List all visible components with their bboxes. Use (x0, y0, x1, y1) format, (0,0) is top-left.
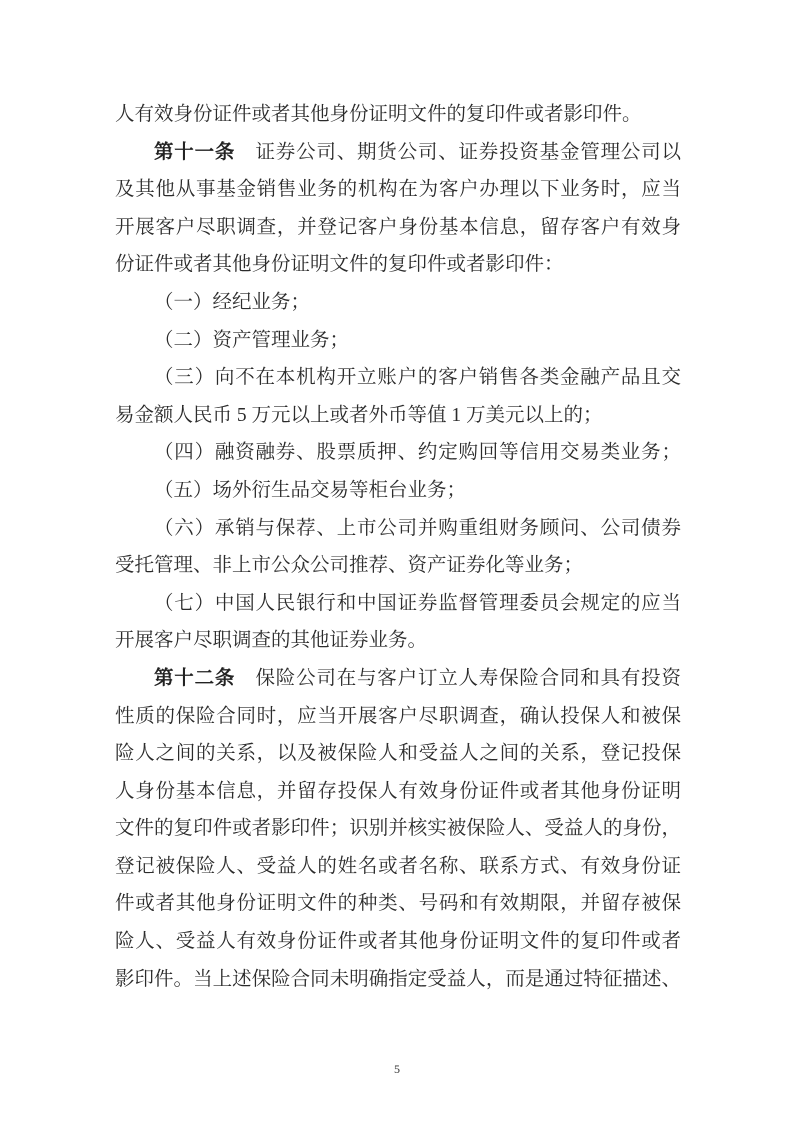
text-line: 文件的复印件或者影印件；识别并核实被保险人、受益人的身份， (115, 818, 681, 840)
text-line: 影印件。当上述保险合同未明确指定受益人，而是通过特征描述、 (115, 968, 681, 990)
document-body (115, 96, 681, 998)
text-line: 易金额人民币 5 万元以上或者外币等值 1 万美元以上的； (115, 404, 603, 426)
text-line: 受托管理、非上市公众公司推荐、资产证券化等业务； (115, 555, 584, 577)
text-line: 人身份基本信息，并留存投保人有效身份证件或者其他身份证明 (115, 780, 681, 802)
text-line: 险人之间的关系，以及被保险人和受益人之间的关系，登记投保 (115, 743, 681, 765)
text-line: 件或者其他身份证明文件的种类、号码和有效期限，并留存被保 (115, 893, 681, 915)
text-line-article-start: 第十一条 证券公司、期货公司、证券投资基金管理公司以 (154, 141, 681, 163)
article-number: 第十二条 (154, 667, 236, 689)
text-line: （四）融资融券、股票质押、约定购回等信用交易类业务； (154, 442, 681, 464)
text-line: 险人、受益人有效身份证件或者其他身份证明文件的复印件或者 (115, 931, 681, 953)
text-line: （六）承销与保荐、上市公司并购重组财务顾问、公司债券 (154, 517, 681, 539)
text-line: （三）向不在本机构开立账户的客户销售各类金融产品且交 (154, 367, 681, 389)
text-line: 人有效身份证件或者其他身份证明文件的复印件或者影印件。 (115, 104, 642, 125)
text-line: 开展客户尽职调查的其他证券业务。 (115, 630, 428, 652)
text-line: （五）场外衍生品交易等柜台业务； (154, 479, 467, 501)
text-line: 登记被保险人、受益人的姓名或者名称、联系方式、有效身份证 (115, 855, 681, 877)
text-line-article-start: 第十二条 保险公司在与客户订立人寿保险合同和具有投资 (154, 667, 681, 689)
text-line: （二）资产管理业务； (154, 329, 350, 351)
text-line: 开展客户尽职调查，并登记客户身份基本信息，留存客户有效身 (115, 216, 681, 238)
text-line: 份证件或者其他身份证明文件的复印件或者影印件： (115, 254, 564, 276)
text-line: 及其他从事基金销售业务的机构在为客户办理以下业务时，应当 (115, 179, 681, 201)
page-number: 5 (394, 1062, 400, 1076)
article-number: 第十一条 (154, 141, 236, 163)
text-line: 性质的保险合同时，应当开展客户尽职调查，确认投保人和被保 (115, 705, 681, 727)
text-line: （七）中国人民银行和中国证券监督管理委员会规定的应当 (154, 592, 681, 614)
text-line: （一）经纪业务； (154, 291, 311, 313)
